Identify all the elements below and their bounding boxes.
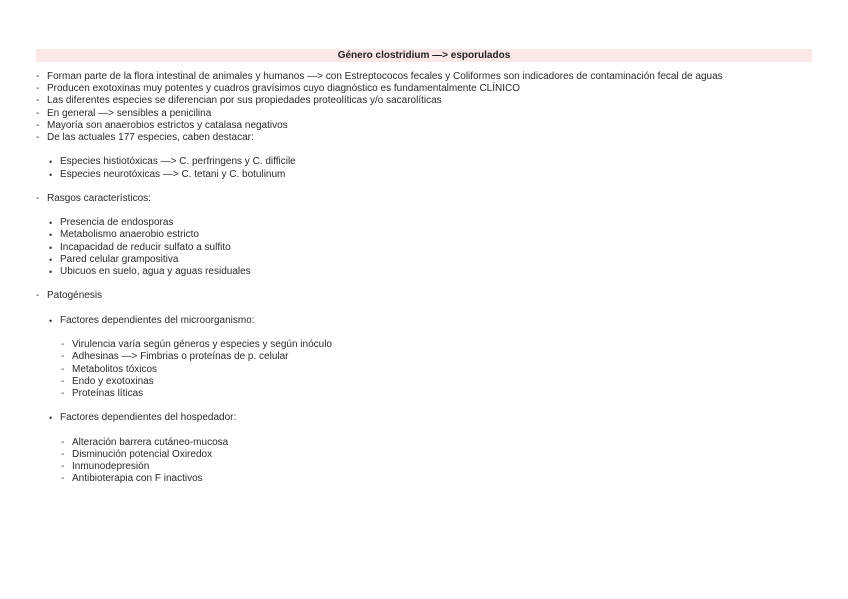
spacer (36, 278, 816, 290)
dash-marker: - (61, 448, 65, 460)
rasgos-heading (36, 193, 816, 205)
host-item (36, 473, 816, 485)
rasgo-item-text: Presencia de endosporas (60, 217, 174, 229)
rasgo-item (36, 242, 816, 254)
host-item (36, 437, 816, 449)
species-item-text: Especies neurotóxicas —> C. tetani y C. botulinum (60, 168, 286, 180)
intro-item (36, 108, 816, 120)
bullet-marker: • (49, 218, 53, 229)
host-heading-text: Factores dependientes del hospedador: (60, 412, 237, 424)
bullet-marker: • (49, 254, 53, 265)
bullet-marker: • (49, 242, 53, 253)
host-item (36, 449, 816, 461)
dash-marker: - (36, 95, 40, 107)
species-item-text: Especies histiotóxicas —> C. perfringens y C. difficile (60, 156, 296, 168)
dash-marker: - (36, 290, 40, 302)
dash-marker: - (36, 71, 40, 82)
micro-heading (36, 315, 816, 327)
micro-item (36, 388, 816, 400)
host-item (36, 461, 816, 473)
dash-marker: - (36, 192, 40, 204)
micro-heading-text: Factores dependientes del microorganismo: (60, 314, 255, 326)
page-title: Género clostridium —> esporulados (36, 49, 812, 62)
dash-marker: - (36, 131, 40, 143)
spacer (36, 327, 816, 339)
document-body (36, 71, 816, 485)
micro-item-text: Proteínas líticas (72, 387, 144, 399)
host-item-text: Antibioterapia con F inactivos (72, 473, 203, 485)
patogenesis-heading (36, 290, 816, 302)
host-heading (36, 412, 816, 424)
species-item (36, 169, 816, 181)
dash-marker: - (36, 119, 40, 131)
dash-marker: - (36, 107, 40, 119)
bullet-marker: • (49, 230, 53, 241)
rasgo-item-text: Metabolismo anaerobio estricto (60, 229, 199, 241)
host-item-text: Inmunodepresión (72, 461, 150, 472)
spacer (36, 181, 816, 193)
micro-item (36, 339, 816, 351)
dash-marker: - (61, 363, 65, 375)
species-item (36, 156, 816, 168)
intro-item (36, 120, 816, 132)
spacer (36, 144, 816, 156)
intro-item-text: Producen exotoxinas muy potentes y cuadros gravísimos cuyo diagnóstico es fundamentalmente CLÍNICO (47, 83, 521, 95)
intro-item-text: De las actuales 177 especies, caben destacar: (47, 131, 254, 143)
micro-item-text: Endo y exotoxinas (72, 375, 154, 387)
spacer (36, 400, 816, 412)
micro-item (36, 351, 816, 363)
bullet-marker: • (49, 169, 53, 180)
rasgo-item (36, 266, 816, 278)
micro-item-text: Adhesinas —> Fimbrias o proteínas de p. celular (72, 351, 289, 363)
intro-item-text: Mayoría son anaerobios estrictos y catalasa negativos (47, 119, 288, 131)
spacer (36, 303, 816, 315)
bullet-marker: • (49, 315, 53, 326)
rasgo-item (36, 229, 816, 241)
rasgo-item (36, 217, 816, 229)
dash-marker: - (61, 375, 65, 387)
bullet-marker: • (49, 157, 53, 168)
rasgo-item-text: Ubicuos en suelo, agua y aguas residuales (60, 266, 251, 277)
intro-item (36, 83, 816, 95)
micro-item-text: Metabolitos tóxicos (72, 363, 158, 375)
dash-marker: - (61, 339, 65, 351)
spacer (36, 205, 816, 217)
rasgo-item (36, 254, 816, 266)
dash-marker: - (61, 351, 65, 363)
micro-item (36, 364, 816, 376)
rasgo-item-text: Pared celular grampositiva (60, 253, 179, 265)
bullet-marker: • (49, 413, 53, 424)
dash-marker: - (61, 387, 65, 399)
host-item-text: Disminución potencial Oxiredox (72, 448, 213, 460)
intro-item-text: Forman parte de la flora intestinal de animales y humanos —> con Estreptococos fecales y Coliformes son indicadores de contaminación fecal de aguas (47, 71, 723, 82)
dash-marker: - (61, 436, 65, 448)
rasgos-heading-text: Rasgos característicos: (47, 192, 151, 204)
dash-marker: - (36, 83, 40, 95)
micro-item (36, 376, 816, 388)
intro-item-text: Las diferentes especies se diferencian por sus propiedades proteolíticas y/o sacarolíticas (47, 95, 442, 107)
host-item-text: Alteración barrera cutáneo-mucosa (72, 436, 229, 448)
dash-marker: - (61, 473, 65, 485)
intro-item-text: En general —> sensibles a penicilina (47, 107, 212, 119)
bullet-marker: • (49, 267, 53, 277)
micro-item-text: Virulencia varía según géneros y especies y según inóculo (72, 339, 332, 351)
intro-item (36, 132, 816, 144)
intro-item (36, 95, 816, 107)
dash-marker: - (61, 461, 65, 472)
spacer (36, 424, 816, 436)
patogenesis-heading-text: Patogénesis (47, 290, 103, 302)
rasgo-item-text: Incapacidad de reducir sulfato a sulfito (60, 241, 231, 253)
intro-item (36, 71, 816, 83)
